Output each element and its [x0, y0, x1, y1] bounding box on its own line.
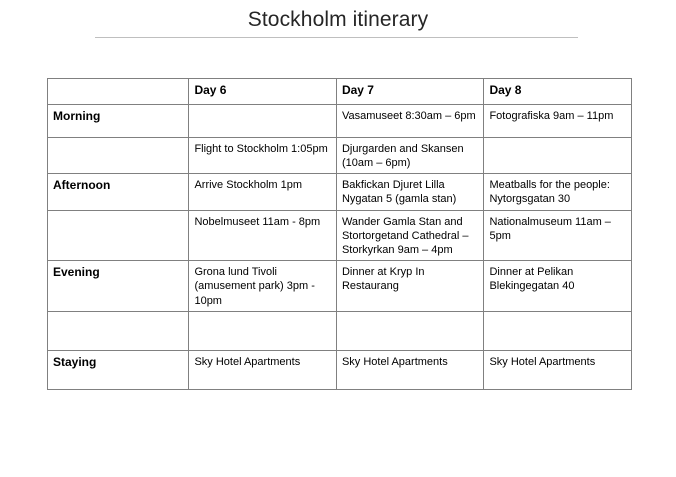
table-cell [484, 311, 632, 350]
itinerary-table [47, 78, 632, 390]
row-label-empty [48, 211, 189, 261]
table-cell: Grona lund Tivoli (amusement park) 3pm - 10pm [189, 261, 337, 311]
table-cell: Djurgarden and Skansen (10am – 6pm) [336, 138, 484, 174]
column-header-day-3: Day 8 [484, 79, 632, 105]
row-label-afternoon: Afternoon [48, 174, 189, 211]
row-label-morning: Morning [48, 105, 189, 138]
table-cell: Bakfickan Djuret Lilla Nygatan 5 (gamla stan) [336, 174, 484, 211]
page-title: Stockholm itinerary [247, 8, 429, 31]
table-cell: Nobelmuseet 11am - 8pm [189, 211, 337, 261]
table-cell: Arrive Stockholm 1pm [189, 174, 337, 211]
table-cell: Fotografiska 9am – 11pm [484, 105, 632, 138]
table-cell: Sky Hotel Apartments [189, 350, 337, 389]
column-header-day-2: Day 7 [336, 79, 484, 105]
table-row [48, 311, 632, 350]
table-cell: Sky Hotel Apartments [336, 350, 484, 389]
table-cell [189, 311, 337, 350]
table-cell: Dinner at Pelikan Blekingegatan 40 [484, 261, 632, 311]
row-label-evening: Evening [48, 261, 189, 311]
row-label-empty [48, 79, 189, 105]
table-row [48, 261, 632, 311]
table-cell [336, 311, 484, 350]
table-row [48, 174, 632, 211]
table-cell: Dinner at Kryp In Restaurang [336, 261, 484, 311]
column-header-day-1: Day 6 [189, 79, 337, 105]
table-cell: Vasamuseet 8:30am – 6pm [336, 105, 484, 138]
table-cell [484, 138, 632, 174]
table-cell: Sky Hotel Apartments [484, 350, 632, 389]
itinerary-table-body [48, 79, 632, 390]
table-cell: Meatballs for the people: Nytorgsgatan 30 [484, 174, 632, 211]
table-row [48, 79, 632, 105]
table-row [48, 138, 632, 174]
table-row [48, 350, 632, 389]
table-row [48, 211, 632, 261]
title-block [0, 0, 676, 46]
table-cell [189, 105, 337, 138]
table-cell: Flight to Stockholm 1:05pm [189, 138, 337, 174]
table-cell: Wander Gamla Stan and Stortorgetand Cathedral – Storkyrkan 9am – 4pm [336, 211, 484, 261]
row-label-empty [48, 138, 189, 174]
table-row [48, 105, 632, 138]
title-underline-rule [95, 37, 578, 38]
row-label-empty [48, 311, 189, 350]
row-label-staying: Staying [48, 350, 189, 389]
table-cell: Nationalmuseum 11am – 5pm [484, 211, 632, 261]
